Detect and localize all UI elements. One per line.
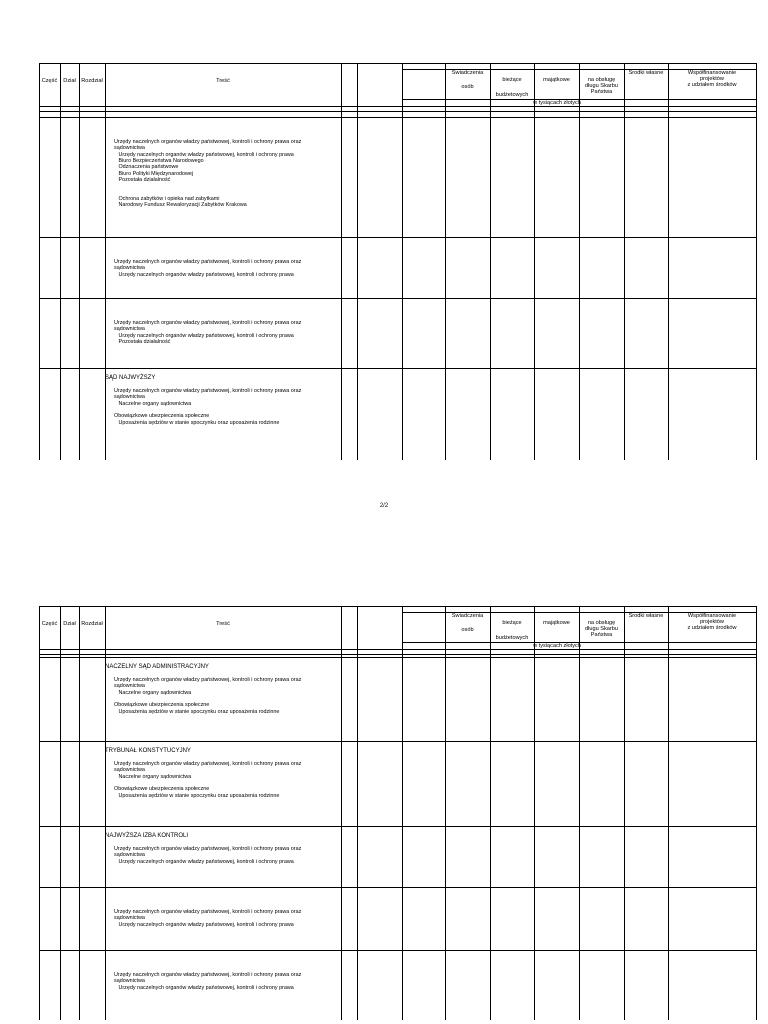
column-rule bbox=[60, 63, 61, 460]
column-rozdzial: Rozdział bbox=[81, 78, 103, 84]
units-label: w tysiącach złotych bbox=[533, 100, 581, 106]
column-rule bbox=[490, 606, 491, 1020]
column-obsluga-1: na obsługę bbox=[587, 620, 616, 626]
row-text-line: Urzędy naczelnych organów władzy państwowej, kontroli i ochrony prawa oraz bbox=[114, 259, 302, 265]
column-wspolfin-3: z udziałem środków bbox=[687, 625, 737, 631]
column-wspolfin-3: z udziałem środków bbox=[687, 82, 737, 88]
column-obsluga-2: długu Skarbu bbox=[585, 83, 618, 89]
column-rule bbox=[341, 63, 342, 460]
column-rule bbox=[357, 63, 358, 460]
section-title: NAJWYŻSZA IZBA KONTROLI bbox=[105, 833, 189, 839]
column-wspolfin-2: projektów bbox=[700, 619, 724, 625]
units-label: w tysiącach złotych bbox=[533, 643, 581, 649]
column-rule bbox=[445, 63, 446, 460]
table-rule bbox=[39, 117, 757, 118]
column-biezace: bieżące bbox=[502, 77, 522, 83]
row-text-line: Naczelne organy sądownictwa bbox=[114, 689, 192, 696]
column-wspolfin-1: Współfinansowanie bbox=[687, 70, 737, 76]
column-rule bbox=[79, 63, 80, 460]
row-text-line: Uposażenia sędziów w stanie spoczynku oraz uposażenia rodzinne bbox=[114, 708, 280, 715]
row-text-line: sądownictwa bbox=[114, 326, 145, 333]
table-rule bbox=[39, 237, 757, 238]
section-title: TRYBUNAŁ KONSTYTUCYJNY bbox=[105, 748, 191, 754]
column-wspolfin-2: projektów bbox=[700, 76, 724, 82]
column-wspolfin-1: Współfinansowanie bbox=[687, 613, 737, 619]
row-text-line: sądownictwa bbox=[114, 915, 145, 922]
row-text-line: Urzędy naczelnych organów władzy państwowej, kontroli i ochrony prawa oraz bbox=[114, 677, 302, 683]
column-obsluga-3: Państwa bbox=[590, 89, 613, 95]
table-rule bbox=[39, 649, 757, 650]
column-rule bbox=[341, 606, 342, 1020]
row-text-line: Odznaczenia państwowe bbox=[114, 164, 179, 171]
column-rule bbox=[668, 606, 669, 1020]
column-czesc: Część bbox=[41, 78, 58, 84]
column-rule bbox=[756, 63, 757, 460]
row-text-line: Obowiązkowe ubezpieczenia społeczne bbox=[114, 786, 210, 793]
table-rule bbox=[39, 111, 757, 112]
column-rule bbox=[756, 606, 757, 1020]
column-rule bbox=[579, 606, 580, 1020]
column-rule bbox=[402, 606, 403, 1020]
row-text-line: Naczelne organy sądownictwa bbox=[114, 773, 192, 780]
column-rule bbox=[402, 63, 403, 460]
column-rule bbox=[490, 63, 491, 460]
column-swiadczenia: Świadczenia bbox=[451, 613, 484, 619]
row-text-line: Naczelne organy sądownictwa bbox=[114, 400, 192, 407]
column-rule bbox=[105, 63, 106, 460]
table-rule bbox=[39, 657, 757, 658]
column-rule bbox=[79, 606, 80, 1020]
table-rule bbox=[39, 887, 757, 888]
row-text-line: Ochrona zabytków i opieka nad zabytkami bbox=[114, 195, 220, 202]
column-osob: osób bbox=[461, 84, 474, 90]
budget-table bbox=[39, 606, 756, 1020]
row-text-line: Obowiązkowe ubezpieczenia społeczne bbox=[114, 413, 210, 420]
column-rule bbox=[534, 606, 535, 1020]
row-text-line: Urzędy naczelnych organów władzy państwowej, kontroli i ochrony prawa bbox=[114, 271, 294, 278]
row-text-line: sądownictwa bbox=[114, 265, 145, 272]
row-text-line: Urzędy naczelnych organów władzy państwowej, kontroli i ochrony prawa oraz bbox=[114, 139, 302, 145]
column-tresc: Treść bbox=[216, 621, 230, 627]
column-rule bbox=[579, 63, 580, 460]
column-rule bbox=[534, 63, 535, 460]
table-rule bbox=[39, 826, 757, 827]
row-text-line: Biuro Bezpieczeństwa Narodowego bbox=[114, 157, 204, 164]
row-text-line: Urzędy naczelnych organów władzy państwowej, kontroli i ochrony prawa oraz bbox=[114, 761, 302, 767]
row-text-line: sądownictwa bbox=[114, 852, 145, 859]
table-rule bbox=[39, 368, 757, 369]
row-text-line: Urzędy naczelnych organów władzy państwowej, kontroli i ochrony prawa bbox=[114, 921, 294, 928]
row-text-line: sądownictwa bbox=[114, 978, 145, 985]
column-srodki: Środki własne bbox=[628, 70, 664, 76]
column-osob: osób bbox=[461, 627, 474, 633]
column-rule bbox=[357, 606, 358, 1020]
column-obsluga-3: Państwa bbox=[590, 632, 613, 638]
column-obsluga-1: na obsługę bbox=[587, 77, 616, 83]
column-budzetowych: budżetowych bbox=[495, 92, 529, 98]
table-rule bbox=[39, 63, 757, 64]
table-rule bbox=[39, 654, 757, 655]
row-text-line: Urzędy naczelnych organów władzy państwowej, kontroli i ochrony prawa oraz bbox=[114, 320, 302, 326]
row-text-line: Urzędy naczelnych organów władzy państwowej, kontroli i ochrony prawa oraz bbox=[114, 388, 302, 394]
budget-table bbox=[39, 63, 756, 460]
row-text-line: Urzędy naczelnych organów władzy państwowej, kontroli i ochrony prawa bbox=[114, 332, 294, 339]
row-text-line: Obowiązkowe ubezpieczenia społeczne bbox=[114, 702, 210, 709]
row-text-line: Pozostała działalność bbox=[114, 338, 171, 345]
row-text-line: sądownictwa bbox=[114, 394, 145, 401]
row-text-line: Narodowy Fundusz Rewaloryzacji Zabytków Krakowa bbox=[114, 202, 247, 208]
row-text-line: sądownictwa bbox=[114, 767, 145, 774]
column-rule bbox=[445, 606, 446, 1020]
column-rule bbox=[60, 606, 61, 1020]
row-text-line: Biuro Polityki Międzynarodowej bbox=[114, 170, 194, 177]
column-swiadczenia: Świadczenia bbox=[451, 70, 484, 76]
table-rule bbox=[39, 741, 757, 742]
column-rule bbox=[624, 63, 625, 460]
row-text-line: Urzędy naczelnych organów władzy państwowej, kontroli i ochrony prawa bbox=[114, 984, 294, 991]
table-rule bbox=[39, 106, 757, 107]
column-dzial: Dział bbox=[63, 621, 76, 627]
section-title: SĄD NAJWYŻSZY bbox=[105, 375, 156, 381]
row-text-line: sądownictwa bbox=[114, 145, 145, 152]
column-czesc: Część bbox=[41, 621, 58, 627]
row-text-line: Uposażenia sędziów w stanie spoczynku oraz uposażenia rodzinne bbox=[114, 419, 280, 426]
row-text-line: Urzędy naczelnych organów władzy państwowej, kontroli i ochrony prawa oraz bbox=[114, 972, 302, 978]
column-rule bbox=[39, 63, 40, 460]
column-rule bbox=[668, 63, 669, 460]
column-dzial: Dział bbox=[63, 78, 76, 84]
column-srodki: Środki własne bbox=[628, 613, 664, 619]
column-majatkowe: majątkowe bbox=[543, 620, 570, 626]
row-text-line: Urzędy naczelnych organów władzy państwowej, kontroli i ochrony prawa oraz bbox=[114, 909, 302, 915]
row-text-line: Urzędy naczelnych organów władzy państwowej, kontroli i ochrony prawa bbox=[114, 858, 294, 865]
row-text-line: Urzędy naczelnych organów władzy państwowej, kontroli i ochrony prawa bbox=[114, 151, 294, 158]
column-obsluga-2: długu Skarbu bbox=[585, 626, 618, 632]
row-text-line: Pozostała działalność bbox=[114, 176, 171, 183]
row-text-line: sądownictwa bbox=[114, 683, 145, 690]
column-rozdzial: Rozdział bbox=[81, 621, 103, 627]
table-rule bbox=[39, 950, 757, 951]
section-title: NACZELNY SĄD ADMINISTRACYJNY bbox=[105, 664, 209, 670]
column-rule bbox=[39, 606, 40, 1020]
page-number: 2/2 bbox=[379, 503, 389, 509]
column-majatkowe: majątkowe bbox=[543, 77, 570, 83]
row-text-line: Uposażenia sędziów w stanie spoczynku oraz uposażenia rodzinne bbox=[114, 792, 280, 799]
column-rule bbox=[624, 606, 625, 1020]
column-biezace: bieżące bbox=[502, 620, 522, 626]
column-budzetowych: budżetowych bbox=[495, 635, 529, 641]
column-tresc: Treść bbox=[216, 78, 230, 84]
table-rule bbox=[39, 298, 757, 299]
table-rule bbox=[39, 606, 757, 607]
row-text-line: Urzędy naczelnych organów władzy państwowej, kontroli i ochrony prawa oraz bbox=[114, 846, 302, 852]
